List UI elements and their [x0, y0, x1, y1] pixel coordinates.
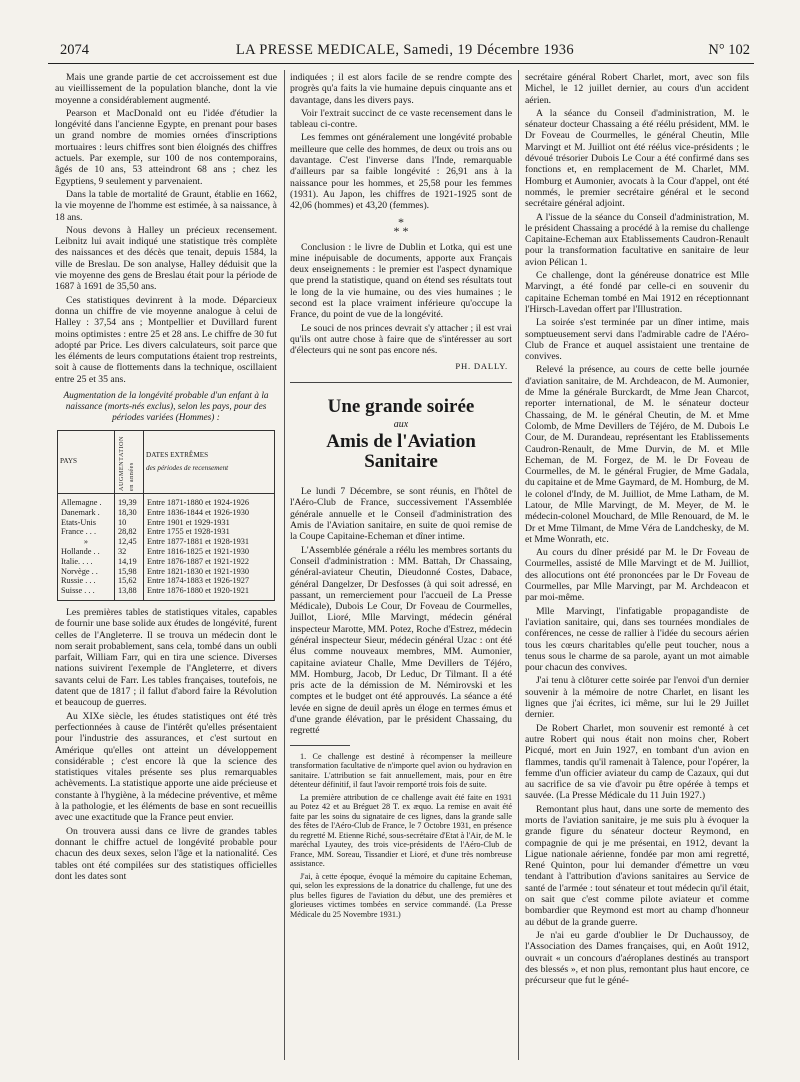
paragraph: Les premières tables de statistiques vitales, capables de fournir une base solide aux études de longévité, furent celles de l'Angleterre. Il se trouva un médecin dont le nom serait probablement, sans cela, tombé dans un oubli parfait, William Farr, qui en tira une science. Diverses nations suivirent l'exemple de l'Angleterre, et divers savants celui de Farr. Les tables françaises, toutefois, ne datent que de 1817 ; il fallut d'abord faire la Révolution et beaucoup de guerres.	[55, 606, 277, 709]
table-row: Etats-Unis 10 Entre 1901 et 1929-1931	[58, 518, 275, 528]
paragraph: Remontant plus haut, dans une sorte de memento des morts de l'aviation sanitaire, je me suis plu à évoquer la grande figure du sénateur docteur Reymond, en compagnie de qui je me présentai, en 1912, devant la Ligue nationale aérienne, fondée par mon ami regretté, René Quinton, pour lui demander d'émettre un vœu tendant à l'attribution d'avions sanitaires au Service de santé de l'armée : tout sénateur et tout médecin qu'il était, on sait que c'est comme pilote aviateur et comme bombardier que Reymond est mort au champ d'honneur au début de la grande guerre.	[525, 803, 749, 928]
paragraph: Voir l'extrait succinct de ce vaste recensement dans le tableau ci-contre.	[290, 107, 512, 131]
paragraph: A l'issue de la séance du Conseil d'administration, M. le président Chassaing a procédé à la remise du challenge Capitaine-Echeman aux Etablissements Caudron-Renault pour la transformation facultative en sanitaire de leur avion Pélican 1.	[525, 211, 749, 268]
table-caption: Augmentation de la longévité probable d'un enfant à la naissance (morts-nés exclus), selon les pays, pour des périodes variées (Hommes) :	[63, 391, 269, 424]
paragraph: indiquées ; il est alors facile de se rendre compte des progrès qu'a faits la vie humaine depuis cinquante ans et davantage, dans les divers pays.	[290, 72, 512, 106]
column-header-augmentation: AUGMENTATION en années	[115, 431, 144, 494]
table-row: Suisse . . . 13,88 Entre 1876-1880 et 1920-1921	[58, 586, 275, 600]
author-signature: PH. DALLY.	[455, 360, 508, 371]
footnote: La première attribution de ce challenge avait été faite en 1931 au Potez 42 et au Bréguet 28 T. ex æquo. La remise en avait été faite par les soins du signataire de ces lignes, dans la grande salle des fêtes de l'Aéro-Club de France, le 7 Octobre 1931, en présence du regretté M. Etienne Riché, sous-secrétaire d'Etat à l'Air, de M. le maréchal Lyautey, des trois vice-présidents de l'Aéro-Club de France, MM. Soreau, Tissandier et Lioré, et d'une très nombreuse assistance.	[290, 792, 512, 869]
table-row: Danemark . 18,30 Entre 1836-1844 et 1926-1930	[58, 508, 275, 518]
table-row: France . . . 28,82 Entre 1755 et 1928-1931	[58, 527, 275, 537]
paragraph: De Robert Charlet, mon souvenir est remonté à cet autre Robert qui nous était non moins cher, Robert Picqué, mort en Juin 1927, en tombant d'un avion en flammes, tandis qu'il ramenait à Talence, pour l'opérer, la femme d'un officier aviateur du camp de Cazaux, qui dut au sacrifice de sa vie d'avoir pu être opérée à temps et sauvée. (La Presse Médicale du 11 Juin 1927.)	[525, 722, 749, 802]
paragraph: Le souci de nos princes devrait s'y attacher ; il est vrai qu'ils ont autre chose à faire que de s'intéresser au sort d'électeurs qui ne sont pas encore nés.	[290, 322, 512, 357]
footnote: 1. Ce challenge est destiné à récompenser la meilleure transformation facultative de n'importe quel avion ou hydravion en sanitaire. L'attribution se fait annuellement, mais, pour en être détenteur définitif, il faut l'avoir remporté trois fois de suite.	[290, 751, 512, 790]
column-header-pays: PAYS	[58, 431, 115, 494]
paragraph: Au XIXe siècle, les études statistiques ont été très perfectionnées à cause de l'intérêt qu'elles présentaient pour l'industrie des assurances, et c'est surtout en Amérique qu'elles ont atteint un développement considérable ; c'est encore là que la science des statistiques vitales présente ses plus remarquables achèvements. La statistique apporte une aide précieuse et constante à l'hygiène, à la médecine préventive, et même à la pathologie, et les éléments de base en sont recueillis avec une exactitude que la France peut envier.	[55, 710, 277, 824]
paragraph: A la séance du Conseil d'administration, M. le sénateur docteur Chassaing a été réélu président, MM. le Dr Foveau de Courmelles, le général Cheutin, Mlle Marvingt et M. Juilliot ont été réélus vice-présidents ; le dévoué trésorier Dubois Le Cour a été confirmé dans ses fonctions et, en remplacement de M. Charlet, MM. Homburg et Aumonier, avocats à la Cour d'appel, ont été nommés, le premier secrétaire général et le second secrétaire général adjoint.	[525, 107, 749, 210]
column-divider	[518, 70, 519, 1060]
paragraph: Ces statistiques devinrent à la mode. Déparcieux donna un chiffre de vie moyenne analogue à celui de Halley : 37,54 ans ; Montpellier et Duvillard furent moins optimistes : entre 25 et 28 ans. Le chiffre de 30 fut adopté par Price. Les divers calculateurs, soit parce que les éléments de leurs computations étaient trop restreints, soit à cause de flottements dans la technique, oscillaient entre 25 et 35 ans.	[55, 294, 277, 385]
article-divider	[290, 382, 512, 383]
paragraph: Le lundi 7 Décembre, se sont réunis, en l'hôtel de l'Aéro-Club de France, successivement l'Assemblée générale annuelle et le Conseil d'administration des Amis de l'Aviation sanitaire, en suite de quoi remise de la Coupe Capitaine-Echeman et dîner intime.	[290, 486, 512, 543]
paragraph: On trouvera aussi dans ce livre de grandes tables donnant le chiffre actuel de longévité probable pour chacun des deux sexes, selon l'âge et la nationalité. Ces tables ont été compilées sur des statistiques officielles dont les dates sont	[55, 825, 277, 882]
paragraph: Pearson et MacDonald ont eu l'idée d'étudier la longévité dans l'ancienne Egypte, en prenant pour bases un grand nombre de momies ornées d'inscriptions mortuaires : leurs chiffres sont bien éloignés des chiffres actuels. Par exemple, sur 100 de nos contemporains, âgés de 10 ans, 53 atteindront 68 ans ; chez les Egyptiens, 9 seulement y parvenaient.	[55, 107, 277, 187]
article-title-connector: aux	[393, 418, 409, 430]
header-rule	[48, 63, 754, 64]
table-row: Russie . . . 15,62 Entre 1874-1883 et 1926-1927	[58, 576, 275, 586]
article-subtitle: Amis de l'Aviation Sanitaire	[326, 431, 476, 473]
column-3	[525, 72, 749, 988]
column-header-dates: DATES EXTRÊMES des périodes de recensement	[144, 431, 275, 494]
table-row: Italie. . . . 14,19 Entre 1876-1887 et 1921-1922	[58, 557, 275, 567]
issue-number: N° 102	[708, 42, 750, 58]
longevity-table	[57, 430, 275, 601]
paragraph: Conclusion : le livre de Dublin et Lotka, qui est une mine inépuisable de documents, apporte aux Français deux enseignements : le premier est l'aspect dynamique que prend la statistique, quand on étend ses résultats tout le long de la vie humaine, ou des vies humaines ; le second est la place vraiment inférieure qu'occupe la France, du point de vue de la longévité.	[290, 241, 512, 321]
paragraph: L'Assemblée générale a réélu les membres sortants du Conseil d'administration : MM. Battah, Dr Chassaing, général-aviateur Cheutin, Dieudonné Costes, Dabace, général Dangelzer, Dr Desfosses (à qui soit adressé, en passant, un remerciement pour l'accueil de La Presse Médicale), Dubois Le Cour, Dr Foveau de Courmelles, Juillot, Lioré, Mlle Marvingt, médecin général inspecteur Marotte, MM. Potez, Roche d'Estrez, médecin général inspecteur Sieur, médecin général Uzac : ont été élus comme nouveaux membres, MM. Aumonier, capitaine aviateur Challe, Mme Devillers de Téjéro, MM. Homburg, Jacob, Dr Leduc, Dr Tilmant. Il a été pris acte de la démission de M. Némirovski et les comptes et le budget ont été approuvés. La séance a été levée en signe de deuil après un éloge en termes émus et d'une grande élévation, par le président Chassaing, du regretté	[290, 544, 512, 737]
paragraph: Au cours du dîner présidé par M. le Dr Foveau de Courmelles, assisté de Mlle Marvingt et de M. Juilliot, des allocutions ont été prononcées par le Dr Foveau de Courmelles, par Mlle Marvingt, par M. Archdeacon et par moi-même.	[525, 547, 749, 604]
table-row: Norvège . . 15,98 Entre 1821-1830 et 1921-1930	[58, 567, 275, 577]
page-header	[60, 42, 750, 60]
table-row: Hollande . . 32 Entre 1816-1825 et 1921-1930	[58, 547, 275, 557]
article-title: Une grande soirée	[327, 395, 475, 417]
paragraph: Mlle Marvingt, l'infatigable propagandiste de l'aviation sanitaire, qui, dans ses tournées mondiales de conférences, ne cesse de rallier à l'idée du secours aérien tous les cœurs charitables qu'elle peut toucher, nous a tenus sous le charme de sa parole, ayant un mot aimable pour chacun des convives.	[525, 605, 749, 674]
paragraph: Ce challenge, dont la généreuse donatrice est Mlle Marvingt, a été fondé par celle-ci en souvenir du capitaine Echeman tombé en Mai 1912 en réceptionnant l'Hirsch-Lavedan offert par l'Illustration.	[525, 270, 749, 315]
footnote: J'ai, à cette époque, évoqué la mémoire du capitaine Echeman, qui, selon les expressions de la donatrice du challenge, fut une des plus belles figures de l'aviation du début, une des premières et glorieuses victimes tombées en service commandé. (La Presse Médicale du 25 Novembre 1931.)	[290, 871, 512, 919]
paragraph: Dans la table de mortalité de Graunt, établie en 1662, la vie moyenne de l'homme est estimée, à sa naissance, à 18 ans.	[55, 188, 277, 223]
paragraph: Relevé la présence, au cours de cette belle journée d'aviation sanitaire, de M. Archdeacon, de M. Aumonier, de Mme la générale Burckardt, de Mme Jean Charcot, reporter international, de M. le sénateur docteur Chassaing, de M. le général Cheutin, de M. et Mme Colomb, de Mme Devillers de Téjéro, de M. Dubois Le Cour, de M. Durandeau, représentant les Etablissements Caudron-Renault, de Mme Durvin, de M. et Mlle Echeman, de M. Forgez, de M. le Dr Foveau de Courmelles, de M. le général Frugier, de Mme Gadala, du capitaine et de Mme Gaymard, de M. Homburg, de M. le colonel d'Indy, de M. Juilliot, de Mme Latham, de M. Latour, de Mlle Marvingt, de M. Meyer, de M. le médecin-colonel Mouchard, de Mlle Renouard, de M. le Dr et Mme Tilmant, de Mme Véra de Landchesky, de M. et Mme Wonrath, etc.	[525, 364, 749, 545]
paragraph: J'ai tenu à clôturer cette soirée par l'envoi d'un dernier souvenir à la mémoire de notre Charlet, en lisant les lignes que j'ai écrites, ici même, sur lui le 29 Juillet dernier.	[525, 675, 749, 721]
column-divider	[284, 70, 285, 1060]
footnote-rule	[290, 745, 350, 746]
paragraph: Les femmes ont généralement une longévité probable meilleure que celle des hommes, de deux ou trois ans ou davantage. C'est l'inverse dans l'Inde, remarquable d'ailleurs par sa faible longévité : 26,91 ans à la naissance pour les hommes, et 25,58 pour les femmes (1931). Au Japon, les chiffres de 1921-1925 sont de 42,06 (hommes) et 43,20 (femmes).	[290, 132, 512, 212]
section-separator-stars: * * *	[393, 214, 409, 238]
page-number: 2074	[60, 42, 89, 58]
paragraph: La soirée s'est terminée par un dîner intime, mais somptueusement servi dans l'admirable cadre de l'Aéro-Club de France et auquel assistaient une trentaine de convives.	[525, 317, 749, 363]
column-2	[290, 72, 512, 922]
paragraph: secrétaire général Robert Charlet, mort, avec son fils Michel, le 12 juillet dernier, au cours d'un accident aérien.	[525, 72, 749, 106]
table-row: Allemagne . 19,39 Entre 1871-1880 et 1924-1926	[58, 494, 275, 508]
paragraph: Mais une grande partie de cet accroissement est due au vieillissement de la population blanche, dont la vie moyenne a considérablement augmenté.	[55, 72, 277, 106]
paragraph: Nous devons à Halley un précieux recensement. Leibnitz lui avait indiqué une statistique très complète des naissances et des décès que tenait, depuis 1584, la ville de Breslau. De son analyse, Halley déduisit que la vie moyenne des gens de Breslau était pour la période de 1687 à 1691 de 35,50 ans.	[55, 224, 277, 293]
publication-title: LA PRESSE MEDICALE, Samedi, 19 Décembre 1936	[235, 42, 575, 58]
table-row: » 12,45 Entre 1877-1881 et 1928-1931	[58, 537, 275, 547]
column-1	[55, 72, 277, 884]
paragraph: Je n'ai eu garde d'oublier le Dr Duchaussoy, de l'Association des Dames françaises, qui, en Août 1912, ouvrait « un concours d'aéroplanes destinés au transport des blessés », et non plus, remontant plus haut encore, ce précurseur que fut le géné-	[525, 929, 749, 987]
